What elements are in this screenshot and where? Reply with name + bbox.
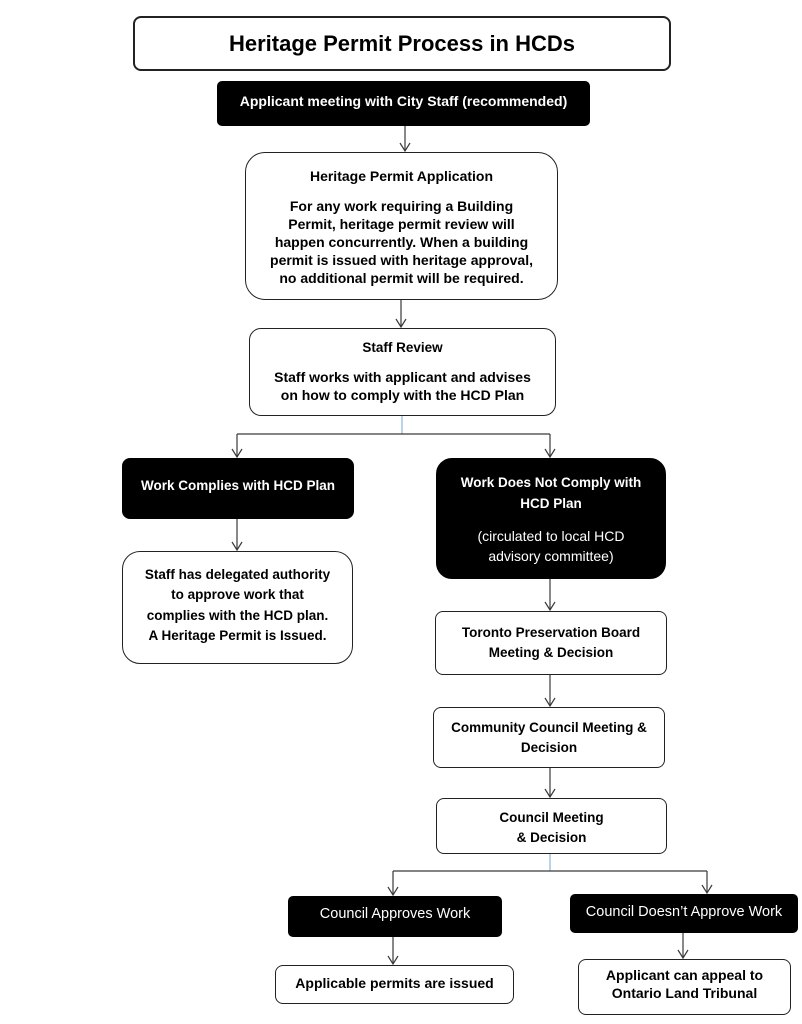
community-council-line: Community Council Meeting & (451, 719, 647, 735)
council-meeting-step (436, 798, 667, 854)
not-approve-to-appeal-arrow (678, 933, 688, 958)
permit-application-line: no additional permit will be required. (279, 270, 524, 286)
council-approves-label: Council Approves Work (319, 906, 471, 922)
appeal-step (578, 959, 791, 1015)
permit-application-line: happen concurrently. When a building (274, 234, 529, 250)
staff-delegated-line: complies with the HCD plan. (146, 607, 329, 623)
advisory-committee-note: advisory committee) (488, 547, 614, 564)
appeal-line: Ontario Land Tribunal (611, 985, 758, 1001)
branch-to-not-approve-arrow (702, 871, 712, 893)
diagram-title-box (133, 16, 671, 71)
work-complies-label: Work Complies with HCD Plan (140, 478, 336, 493)
board-to-community-arrow (545, 675, 555, 706)
staff-review-step (249, 328, 556, 416)
staff-delegated-line: Staff has delegated authority (144, 566, 331, 582)
permits-issued-label: Applicable permits are issued (295, 975, 494, 991)
branch-to-not-comply-arrow (545, 434, 555, 457)
applicant-meeting-step (217, 81, 590, 126)
approves-to-permits-arrow (388, 937, 398, 964)
branch-to-complies-arrow (232, 434, 242, 457)
work-complies-step (122, 458, 354, 519)
preservation-board-line: Meeting & Decision (488, 645, 614, 660)
preservation-board-step (435, 611, 667, 675)
staff-review-title: Staff Review (362, 340, 443, 355)
permit-application-line: For any work requiring a Building (289, 198, 514, 214)
staff-delegated-line: to approve work that (171, 587, 304, 602)
staff-delegated-step (122, 551, 353, 664)
permit-application-line: Permit, heritage permit review will (288, 216, 515, 232)
community-council-line: Decision (520, 739, 578, 755)
permit-application-line: permit is issued with heritage approval, (270, 252, 533, 268)
council-not-approve-step (570, 894, 798, 933)
preservation-board-line: Toronto Preservation Board (461, 625, 641, 640)
council-approves-step (288, 896, 502, 937)
permit-application-step (245, 152, 558, 300)
application-to-review-arrow (396, 300, 406, 327)
not-comply-to-board-arrow (545, 579, 555, 610)
permits-issued-step (275, 965, 514, 1004)
work-does-not-comply-label: HCD Plan (520, 495, 582, 511)
permit-application-title: Heritage Permit Application (309, 168, 494, 184)
work-does-not-comply-step (436, 458, 666, 579)
diagram-title: Heritage Permit Process in HCDs (228, 30, 576, 56)
staff-review-line: Staff works with applicant and advises (274, 369, 531, 385)
council-meeting-line: & Decision (516, 829, 587, 845)
community-to-council-arrow (545, 768, 555, 797)
staff-review-line: on how to comply with the HCD Plan (280, 387, 525, 403)
branch-to-approves-arrow (388, 871, 398, 895)
staff-delegated-line: A Heritage Permit is Issued. (148, 628, 327, 643)
council-not-approve-label: Council Doesn’t Approve Work (585, 903, 783, 920)
community-council-step (433, 707, 665, 768)
work-does-not-comply-label: Work Does Not Comply with (460, 474, 642, 490)
advisory-committee-note: (circulated to local HCD (477, 527, 625, 544)
meeting-to-application-arrow (400, 126, 410, 151)
complies-to-delegated-arrow (232, 519, 242, 550)
council-meeting-line: Council Meeting (499, 809, 604, 825)
appeal-line: Applicant can appeal to (605, 967, 764, 983)
applicant-meeting-label: Applicant meeting with City Staff (recommended) (239, 92, 568, 109)
